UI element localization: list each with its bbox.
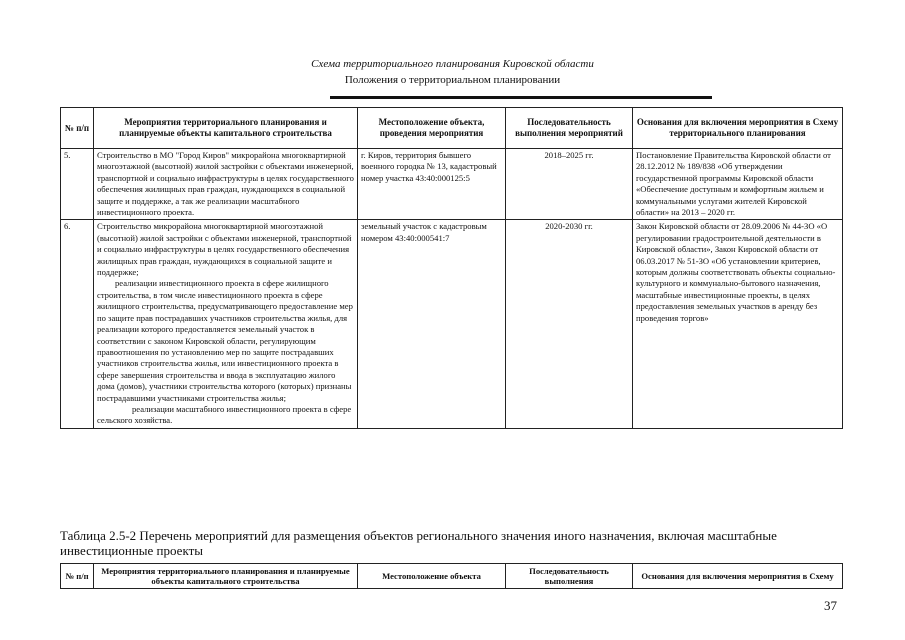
row-location: земельный участок с кадастровым номером 43:40:000541:7 xyxy=(358,220,506,428)
table-header-row xyxy=(61,564,843,589)
col-header-number: № п/п xyxy=(61,108,94,149)
row-basis: Постановление Правительства Кировской области от 28.12.2012 № 189/838 «Об утверждении государственной программы Кировской области «Обеспечение доступным и комфортным жильем и коммунальными услугами жителей Кировской области» на 2013 – 2020 гг. xyxy=(633,149,843,220)
row-measure xyxy=(94,220,358,428)
row-number: 6. xyxy=(61,220,94,428)
row-measure: Строительство в МО "Город Киров" микрорайона многоквартирной многоэтажной (высотной) жилой застройки с объектами инженерной, транспортной и социально инфраструктуры в целях государственного обеспечения жилищных прав граждан, нуждающихся в социальной защите и поддержке, а так же реализации масштабного инвестиционного проекта. xyxy=(94,149,358,220)
measure-paragraph: реализации инвестиционного проекта в сфере жилищного строительства, в том числе инвестиционного проекта в сфере жилищного строительства, предусматривающего предоставление мер по защите прав пострадавших участников строительства жилья, для реализации которого предоставляется земельный участок в соответствии с законом Кировской области, регулирующим правоотношения по установлению мер по защите пострадавших участников строительства жилья, или инвестиционного проекта в сфере завершения строительства и ввода в эксплуатацию жилого дома (домов), участники строительства которого (которых) признаны пострадавшими участниками строительства жилья; xyxy=(97,278,353,403)
measures-table xyxy=(60,107,843,429)
col-header-basis: Основания для включения мероприятия в Схему территориального планирования xyxy=(633,108,843,149)
col-header-measure: Мероприятия территориального планирования и планируемые объекты капитального строительства xyxy=(94,564,358,589)
document-title: Схема территориального планирования Кировской области xyxy=(311,58,594,70)
col-header-sequence: Последовательность выполнения мероприятий xyxy=(506,108,633,149)
projects-table xyxy=(60,563,843,589)
col-header-measure: Мероприятия территориального планирования и планируемые объекты капитального строительства xyxy=(94,108,358,149)
table-caption: Таблица 2.5-2 Перечень мероприятий для размещения объектов регионального значения иного назначения, включая масштабные инвестиционные проекты xyxy=(60,528,777,558)
table-row xyxy=(61,149,843,220)
col-header-number: № п/п xyxy=(61,564,94,589)
col-header-sequence: Последовательность выполнения xyxy=(506,564,633,589)
row-basis: Закон Кировской области от 28.09.2006 № 44-ЗО «О регулировании градостроительной деятельности в Кировской области», Закон Кировской области от 06.03.2017 № 51-ЗО «Об установлении критериев, которым должны соответствовать объекты социально-культурного и коммунально-бытового назначения, масштабные инвестиционные проекты, в целях предоставления земельных участков в аренду без проведения торгов» xyxy=(633,220,843,428)
col-header-location: Местоположение объекта xyxy=(358,564,506,589)
page-number: 37 xyxy=(824,598,837,613)
col-header-basis: Основания для включения мероприятия в Схему xyxy=(633,564,843,589)
table-header-row xyxy=(61,108,843,149)
table-row xyxy=(61,220,843,428)
document-subtitle: Положения о территориальном планировании xyxy=(344,74,561,86)
row-number: 5. xyxy=(61,149,94,220)
row-sequence: 2018–2025 гг. xyxy=(506,149,633,220)
col-header-location: Местоположение объекта, проведения мероприятия xyxy=(358,108,506,149)
header-divider xyxy=(330,96,712,99)
row-sequence: 2020-2030 гг. xyxy=(506,220,633,428)
row-location: г. Киров, территория бывшего военного городка № 13, кадастровый номер участка 43:40:000125:5 xyxy=(358,149,506,220)
measure-paragraph: реализации масштабного инвестиционного проекта в сфере сельского хозяйства. xyxy=(97,403,352,426)
measure-paragraph: Строительство микрорайона многоквартирной многоэтажной (высотной) жилой застройки с объектами инженерной, транспортной и социально инфраструктуры в целях государственного обеспечения жилищных прав граждан, нуждающихся в социальной защите и поддержке; xyxy=(97,221,352,278)
